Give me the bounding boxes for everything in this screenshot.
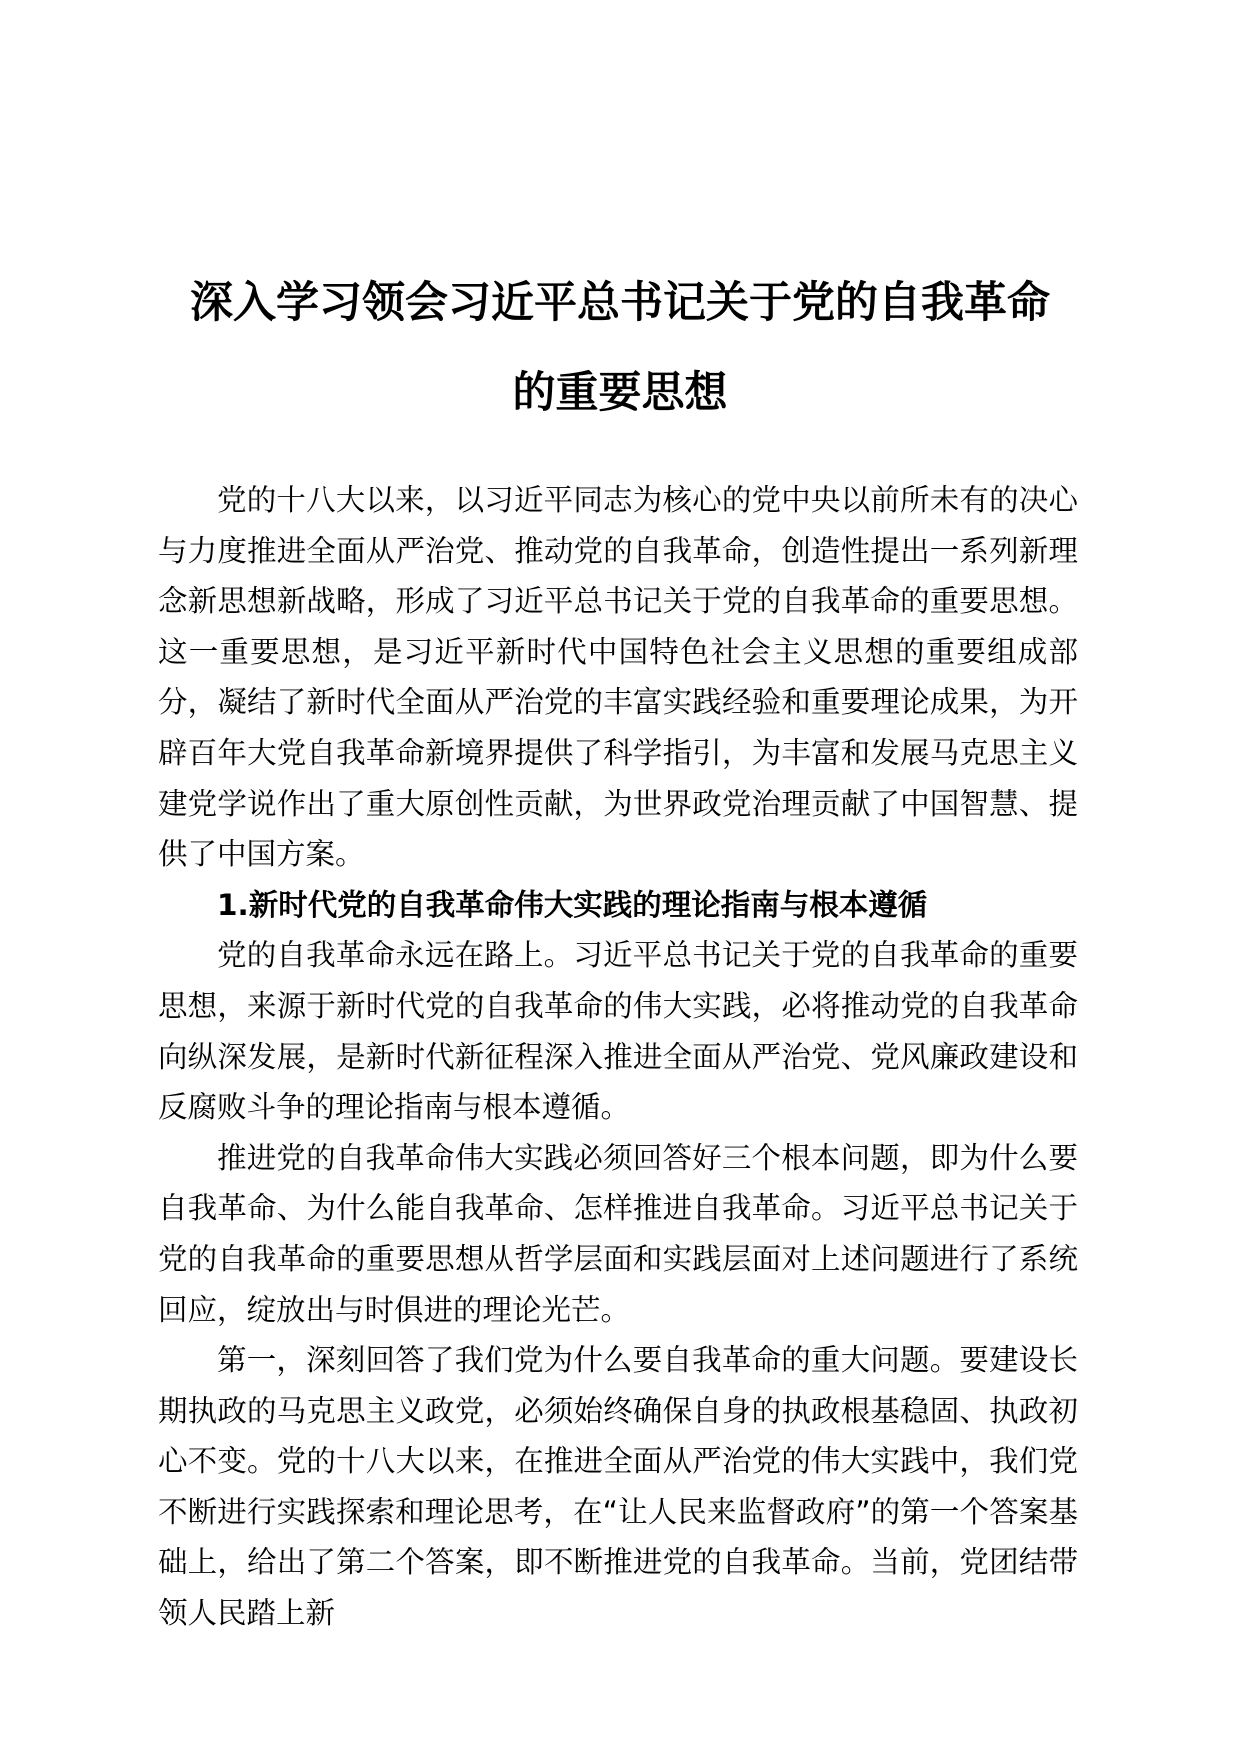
title-line-1: 深入学习领会习近平总书记关于党的自我革命 xyxy=(190,278,1050,328)
document-body xyxy=(158,475,1078,1639)
document-title xyxy=(150,258,1090,438)
paragraph-section1-a: 党的自我革命永远在路上。习近平总书记关于党的自我革命的重要思想，来源于新时代党的自我革命的伟大实践，必将推动党的自我革命向纵深发展，是新时代新征程深入推进全面从严治党、党风廉政建设和反腐败斗争的理论指南与根本遵循。 xyxy=(158,938,1078,1125)
title-line-2: 的重要思想 xyxy=(512,368,728,418)
paragraph-section1-b: 推进党的自我革命伟大实践必须回答好三个根本问题，即为什么要自我革命、为什么能自我革命、怎样推进自我革命。习近平总书记关于党的自我革命的重要思想从哲学层面和实践层面对上述问题进行了系统回应，绽放出与时俱进的理论光芒。 xyxy=(158,1140,1078,1327)
section-heading-1: 1.新时代党的自我革命伟大实践的理论指南与根本遵循 xyxy=(217,887,928,922)
paragraph-section1-c: 第一，深刻回答了我们党为什么要自我革命的重大问题。要建设长期执政的马克思主义政党，必须始终确保自身的执政根基稳固、执政初心不变。党的十八大以来，在推进全面从严治党的伟大实践中，我们党不断进行实践探索和理论思考，在“让人民来监督政府”的第一个答案基础上，给出了第二个答案，即不断推进党的自我革命。当前，党团结带领人民踏上新 xyxy=(158,1343,1078,1631)
paragraph-intro: 党的十八大以来，以习近平同志为核心的党中央以前所未有的决心与力度推进全面从严治党、推动党的自我革命，创造性提出一系列新理念新思想新战略，形成了习近平总书记关于党的自我革命的重要思想。这一重要思想，是习近平新时代中国特色社会主义思想的重要组成部分，凝结了新时代全面从严治党的丰富实践经验和重要理论成果，为开辟百年大党自我革命新境界提供了科学指引，为丰富和发展马克思主义建党学说作出了重大原创性贡献，为世界政党治理贡献了中国智慧、提供了中国方案。 xyxy=(158,483,1078,872)
